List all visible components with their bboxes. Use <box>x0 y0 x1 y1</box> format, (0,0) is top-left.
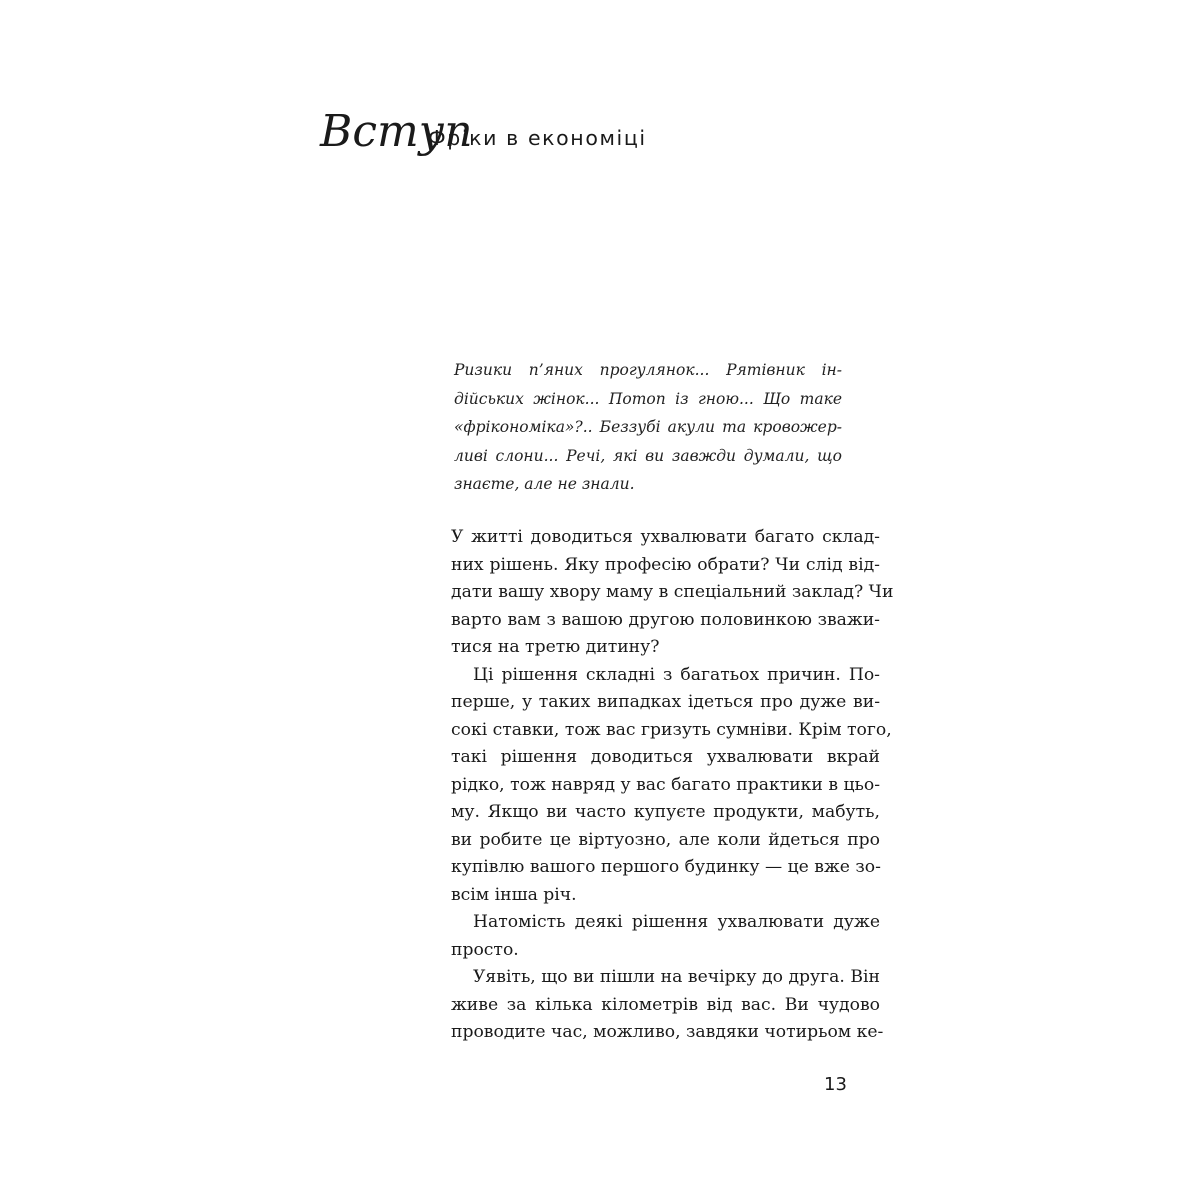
page-number: 13 <box>824 1074 847 1095</box>
body-line: тися на третю дитину? <box>451 637 660 657</box>
epigraph-line: ливі слони... Речі, які ви завжди думали, що <box>454 446 842 465</box>
epigraph-line: «фрікономіка»?.. Беззубі акули та кровожер- <box>454 418 842 436</box>
chapter-title: Фріки в економіці <box>428 126 647 150</box>
body-line: перше, у таких випадках ідеться про дуже ви- <box>451 692 880 712</box>
body-line: проводите час, можливо, завдяки чотирьом ке- <box>451 1022 884 1042</box>
epigraph-line: дійських жінок... Потоп із гною... Що таке <box>454 389 842 408</box>
body-line: У житті доводиться ухвалювати багато склад- <box>451 527 880 547</box>
chapter-header <box>318 96 647 196</box>
body-line: всім інша річ. <box>451 884 577 905</box>
body-line: живе за кілька кілометрів від вас. Ви чудово <box>451 994 880 1015</box>
body-line: Ці рішення складні з багатьох причин. По- <box>473 664 880 685</box>
body-line: такі рішення доводиться ухвалювати вкрай <box>451 747 880 767</box>
body-line: рідко, тож навряд у вас багато практики в цьо- <box>451 774 881 795</box>
body-line: Уявіть, що ви пішли на вечірку до друга. Він <box>473 967 880 987</box>
body-line: сокі ставки, тож вас гризуть сумніви. Крім того, <box>451 719 892 740</box>
body-line: ви робите це віртуозно, але коли йдеться про <box>451 829 880 850</box>
body-line: Натомість деякі рішення ухвалювати дуже <box>473 912 880 932</box>
body-line: варто вам з вашою другою половинкою зважи- <box>451 609 880 630</box>
body-line: дати вашу хвору маму в спеціальний заклад? Чи <box>451 582 894 602</box>
epigraph-line: Ризики п’яних прогулянок... Рятівник ін- <box>454 361 842 379</box>
body-line: му. Якщо ви часто купуєте продукти, мабуть, <box>451 802 880 822</box>
body-line: просто. <box>451 939 519 960</box>
chapter-script-heading <box>318 96 473 188</box>
body-text <box>451 524 894 1047</box>
epigraph-line: знаєте, але не знали. <box>454 475 635 493</box>
chapter-script-word: Вступ <box>320 106 473 157</box>
body-line: купівлю вашого першого будинку — це вже зо- <box>451 857 881 877</box>
epigraph <box>454 356 842 499</box>
body-line: них рішень. Яку професію обрати? Чи слід від- <box>451 554 880 575</box>
